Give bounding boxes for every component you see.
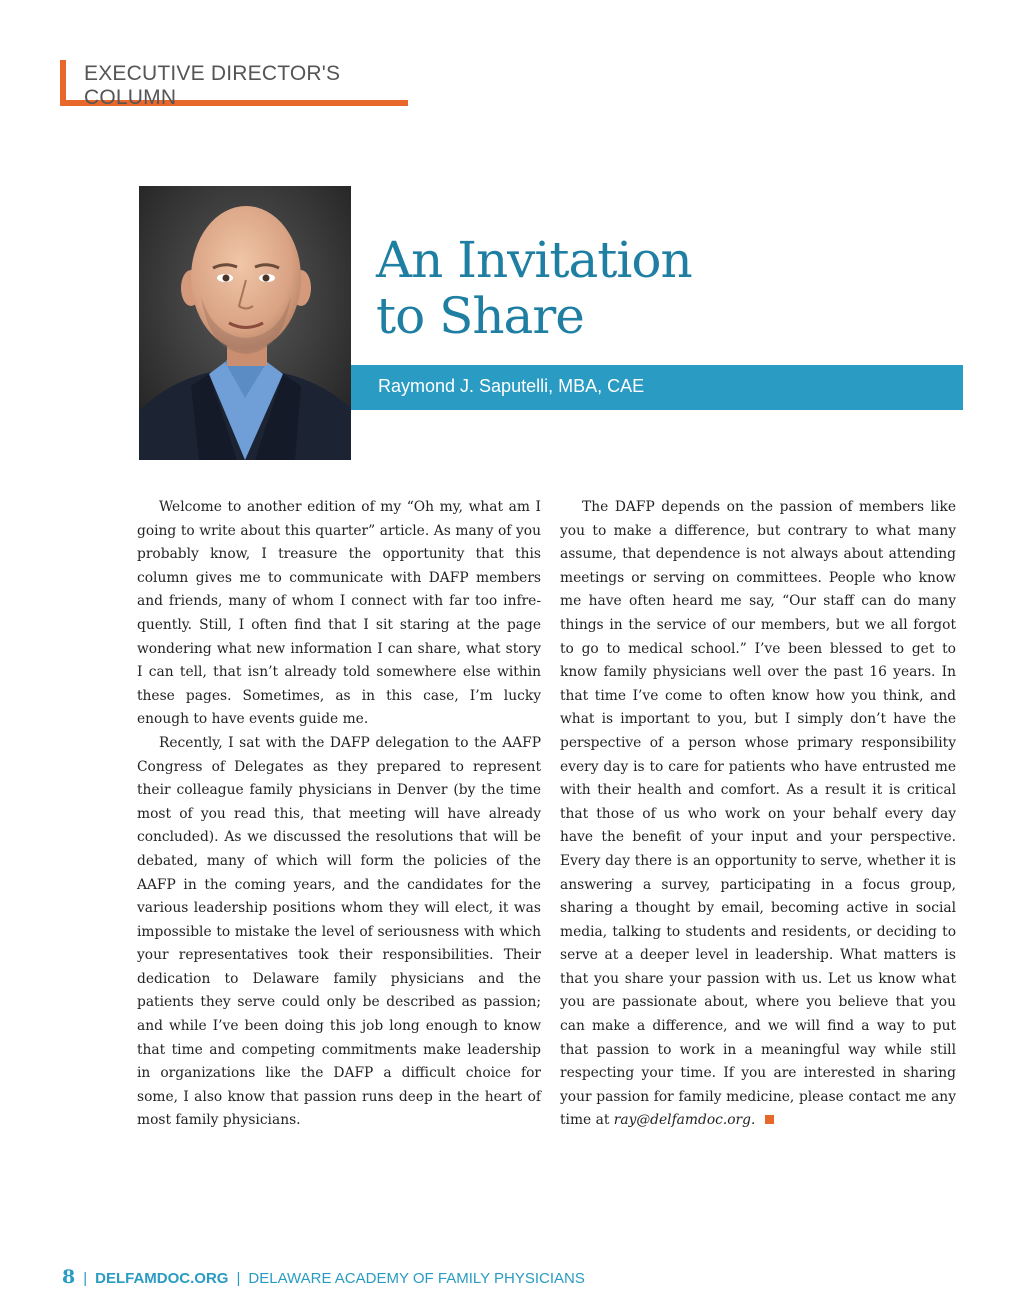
email-link[interactable]: ray@delfamdoc.org. (613, 1112, 756, 1129)
author-photo (139, 186, 351, 460)
right-column (560, 496, 956, 1133)
footer-organization: DELAWARE ACADEMY OF FAMILY PHYSICIANS (248, 1270, 585, 1287)
section-label: EXECUTIVE DIRECTOR'S COLUMN (84, 62, 341, 109)
author-name: Raymond J. Saputelli, MBA, CAE (378, 376, 645, 396)
article-title (376, 232, 856, 344)
title-line-1: An Invitation (376, 231, 692, 289)
title-line-2: to Share (376, 287, 584, 345)
paragraph: Welcome to another edition of my “Oh my, what am I going to write about this quarter” article. As many of you probably know, I treasure the opportunity that this column gives me to communicate with DAFP members and friends, many of whom I connect with far too infrequently. Still, I often find that I sit staring at the page wondering what new information I can share, what story I can tell, that isn’t already told somewhere else within these pages. Sometimes, as in this case, I’m lucky enough to have events guide me. (137, 499, 541, 728)
section-header (60, 60, 408, 109)
author-band (351, 365, 963, 410)
page-footer (62, 1266, 585, 1288)
footer-site[interactable]: DELFAMDOC.ORG (95, 1270, 229, 1287)
footer-separator: | (236, 1270, 241, 1287)
paragraph-text: The DAFP depends on the passion of members like you to make a difference, but contrary to what many assume, that dependence is not always about attending meetings or serving on committees. People who know me have often heard me say, “Our staff can do many things in the service of our members, but we all forgot to go to medical school.” I’ve been blessed to get to know family physicians well over the past 16 years. In that time I’ve come to often know how you think, and what is important to you, but I simply don’t have the perspective of a person whose primary responsibility every day is to care for patients who have entrusted me with their health and comfort. As a result it is critical that those of us who work on your behalf every day have the benefit of your input and your perspective. Every day there is an opportunity to serve, whether it is answering a survey, participating in a focus group, sharing a thought by email, becoming active in social media, talking to students and residents, or deciding to serve at a deeper level in leadership. What matters is that you share your passion with us. Let us know what you are passionate about, where you believe that you can make a difference, and we will find a way to put that passion to work in a meaningful way while still respecting your time. If you are interested in sharing your passion for family medicine, please contact me any time at (560, 499, 956, 1129)
footer-separator: | (83, 1270, 88, 1287)
left-column (137, 496, 541, 1133)
paragraph (560, 496, 956, 1133)
end-of-article-mark (765, 1115, 774, 1124)
paragraph: Recently, I sat with the DAFP delegation to the AAFP Congress of Delegates as they prepared to represent their colleague family physicians in Denver (by the time most of you read this, that meeting will have already concluded). As we discussed the resolutions that will be debated, many of which will form the policies of the AAFP in the coming years, and the candidates for the various leadership positions whom they will elect, it was impossible to mistake the level of seriousness with which your representatives took their responsibilities. Their dedication to Delaware family physicians and the patients they serve could only be described as passion; and while I’ve been doing this job long enough to know that time and competing commitments make leadership in organizations like the DAFP a difficult choice for some, I also know that passion runs deep in the heart of most family physicians. (137, 734, 541, 1129)
page-number: 8 (62, 1266, 76, 1288)
